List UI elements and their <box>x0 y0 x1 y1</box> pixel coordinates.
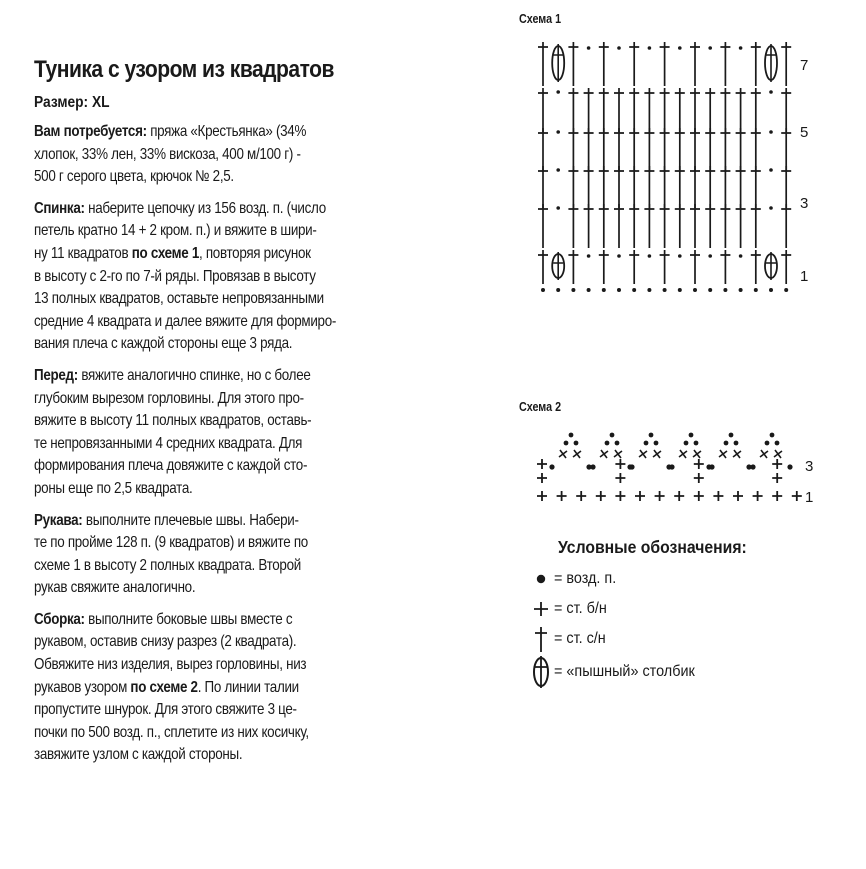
double-crochet-stitch <box>614 166 624 208</box>
chain-stitch-dot <box>734 441 739 446</box>
chain-stitch-dot <box>556 206 560 210</box>
double-crochet-stitch <box>720 250 730 284</box>
schema2-diagram <box>520 430 820 510</box>
double-crochet-stitch <box>675 88 685 132</box>
schema-reference: по схеме 1 <box>131 244 199 262</box>
chain-stitch-dot <box>684 441 689 446</box>
double-crochet-stitch <box>736 204 746 248</box>
chain-stitch-dot-icon <box>528 572 554 586</box>
schema-reference: по схеме 2 <box>130 678 198 696</box>
single-crochet-plus <box>557 491 567 501</box>
row-number: 5 <box>800 124 809 141</box>
double-crochet-stitch <box>720 166 730 208</box>
chain-stitch-dot <box>689 433 694 438</box>
text-line: почки по 500 возд. п., сплетите из них косичку, <box>34 723 309 741</box>
double-crochet-stitch <box>629 166 639 208</box>
single-crochet-x <box>573 450 581 458</box>
legend-item <box>528 654 818 690</box>
chain-stitch-dot <box>770 433 775 438</box>
double-crochet-stitch <box>568 204 578 248</box>
double-crochet-stitch <box>629 128 639 172</box>
text-line: вяжите аналогично спинке, но с более <box>77 366 311 384</box>
single-crochet-x <box>760 450 768 458</box>
chain-stitch-dot <box>669 464 674 469</box>
double-crochet-stitch <box>568 88 578 132</box>
chain-stitch-dot <box>678 46 682 50</box>
single-crochet-plus <box>713 491 723 501</box>
text-line: пропустите шнурок. Для этого свяжите 3 це- <box>34 701 297 719</box>
article-title: Туника с узором из квадратов <box>34 56 334 83</box>
chain-stitch-dot <box>678 254 682 258</box>
text-line: пряжа «Крестьянка» (34% <box>146 123 307 140</box>
double-crochet-stitch <box>614 88 624 132</box>
single-crochet-x <box>774 450 782 458</box>
chain-stitch-dot <box>769 168 773 172</box>
chain-stitch-dot <box>574 441 579 446</box>
section-label: Рукава: <box>34 511 83 529</box>
legend-text: = ст. б/н <box>554 600 607 617</box>
double-crochet-stitch <box>599 128 609 172</box>
chain-stitch-dot <box>769 288 773 292</box>
double-crochet-stitch <box>568 250 578 284</box>
chain-stitch-dot <box>724 441 729 446</box>
double-crochet-stitch <box>599 88 609 132</box>
chain-stitch-dot <box>632 288 636 292</box>
section-label: Спинка: <box>34 199 85 217</box>
single-crochet-x <box>719 450 727 458</box>
text-line: Обвяжите низ изделия, вырез горловины, низ <box>34 656 307 674</box>
double-crochet-stitch <box>584 204 594 248</box>
text-line: , повторяя рисунок <box>198 244 311 262</box>
legend-item <box>528 594 818 624</box>
text-line: 500 г серого цвета, крючок № 2,5. <box>34 168 234 186</box>
double-crochet-stitch <box>705 128 715 172</box>
single-crochet-plus <box>615 491 625 501</box>
double-crochet-stitch <box>599 250 609 284</box>
double-crochet-stitch <box>751 166 761 208</box>
double-crochet-stitch <box>599 166 609 208</box>
chain-stitch-dot <box>648 254 652 258</box>
chain-stitch-dot <box>765 441 770 446</box>
chain-stitch-dot <box>750 464 755 469</box>
row-number: 3 <box>805 458 814 475</box>
single-crochet-plus <box>694 473 704 483</box>
section-label: Сборка: <box>34 610 85 628</box>
section-label: Вам потребуется: <box>34 123 147 140</box>
double-crochet-stitch <box>675 204 685 248</box>
double-crochet-stitch <box>781 42 791 86</box>
single-crochet-plus <box>772 459 782 469</box>
text-line: глубоким вырезом горловины. Для этого про- <box>34 389 304 407</box>
text-line: выполните плечевые швы. Набери- <box>82 511 299 529</box>
chain-stitch-dot <box>693 288 697 292</box>
puff-stitch-icon <box>528 655 554 689</box>
chain-stitch-dot <box>617 288 621 292</box>
chain-stitch-dot <box>663 288 667 292</box>
double-crochet-stitch <box>538 204 548 248</box>
single-crochet-plus <box>772 473 782 483</box>
chain-stitch-dot <box>587 254 591 258</box>
double-crochet-stitch <box>690 128 700 172</box>
double-crochet-stitch <box>781 250 791 284</box>
double-crochet-stitch <box>584 128 594 172</box>
section-front <box>34 365 424 501</box>
double-crochet-stitch <box>538 128 548 172</box>
text-line: вания плеча с каждой стороны еще 3 ряда. <box>34 335 293 353</box>
text-line: рукав свяжите аналогично. <box>34 579 196 597</box>
chain-stitch-dot <box>739 288 743 292</box>
double-crochet-stitch <box>660 42 670 86</box>
row-number: 1 <box>805 489 814 506</box>
double-crochet-stitch <box>751 204 761 248</box>
chain-stitch-dot <box>784 288 788 292</box>
double-crochet-stitch <box>751 128 761 172</box>
legend-title: Условные обозначения: <box>558 537 747 557</box>
chain-stitch-dot <box>787 464 792 469</box>
chain-stitch-dot <box>549 464 554 469</box>
schema2-title: Схема 2 <box>519 400 562 414</box>
double-crochet-stitch <box>690 166 700 208</box>
section-assembly <box>34 609 424 767</box>
chain-stitch-dot <box>541 288 545 292</box>
text-line: те по пройме 128 п. (9 квадратов) и вяжите по <box>34 534 308 552</box>
legend-item <box>528 564 818 594</box>
single-crochet-plus <box>596 491 606 501</box>
single-crochet-x <box>679 450 687 458</box>
double-crochet-stitch <box>538 42 548 86</box>
chain-stitch-dot <box>654 441 659 446</box>
double-crochet-stitch <box>720 204 730 248</box>
double-crochet-stitch <box>629 88 639 132</box>
double-crochet-stitch <box>644 204 654 248</box>
chain-stitch-dot <box>587 46 591 50</box>
double-crochet-stitch <box>690 88 700 132</box>
legend-text: = ст. с/н <box>554 630 606 647</box>
chain-stitch-dot <box>556 168 560 172</box>
single-crochet-plus <box>733 491 743 501</box>
chain-stitch-dot <box>556 90 560 94</box>
chain-stitch-dot <box>694 441 699 446</box>
article <box>34 56 424 776</box>
chain-stitch-dot <box>571 288 575 292</box>
single-crochet-plus <box>537 473 547 483</box>
double-crochet-stitch <box>614 128 624 172</box>
text-line: рукавов узором <box>34 678 131 696</box>
single-crochet-x <box>559 450 567 458</box>
row-number: 3 <box>800 195 809 212</box>
single-crochet-plus <box>655 491 665 501</box>
chain-stitch-dot <box>739 46 743 50</box>
text-line: петель кратно 14 + 2 кром. п.) и вяжите в шири- <box>34 222 317 240</box>
single-crochet-plus <box>753 491 763 501</box>
text-line: те непровязанными 4 средних квадрата. Для <box>34 434 303 452</box>
chain-stitch-dot <box>708 46 712 50</box>
double-crochet-stitch <box>705 166 715 208</box>
chain-stitch-dot <box>739 254 743 258</box>
text-line: наберите цепочку из 156 возд. п. (число <box>84 199 326 217</box>
chain-stitch-dot <box>602 288 606 292</box>
schema1-diagram <box>520 36 820 296</box>
row-number: 1 <box>800 268 809 285</box>
double-crochet-stitch <box>629 204 639 248</box>
single-crochet-plus <box>576 491 586 501</box>
double-crochet-stitch <box>781 88 791 132</box>
double-crochet-stitch <box>644 88 654 132</box>
text-line: роны еще по 2,5 квадрата. <box>34 479 193 497</box>
double-crochet-stitch <box>720 128 730 172</box>
double-crochet-stitch <box>599 42 609 86</box>
double-crochet-stitch <box>736 88 746 132</box>
double-crochet-stitch <box>781 166 791 208</box>
text-line: средние 4 квадрата и далее вяжите для формиро- <box>34 312 337 330</box>
double-crochet-stitch <box>644 166 654 208</box>
schema1-title: Схема 1 <box>519 12 562 26</box>
double-crochet-stitch <box>690 250 700 284</box>
legend-text: = «пышный» столбик <box>554 663 695 680</box>
text-line: выполните боковые швы вместе с <box>84 610 293 628</box>
single-crochet-plus <box>674 491 684 501</box>
chain-stitch-dot <box>610 433 615 438</box>
chain-stitch-dot <box>648 46 652 50</box>
double-crochet-stitch <box>584 166 594 208</box>
chain-stitch-dot <box>617 46 621 50</box>
section-back <box>34 198 424 356</box>
double-crochet-stitch <box>538 250 548 284</box>
legend-text: = возд. п. <box>554 570 617 587</box>
chain-stitch-dot <box>605 441 610 446</box>
double-crochet-stitch <box>751 88 761 132</box>
chain-stitch-dot <box>769 90 773 94</box>
legend-item <box>528 624 818 654</box>
chain-stitch-dot <box>754 288 758 292</box>
text-line: в высоту с 2-го по 7-й ряды. Провязав в высоту <box>34 267 316 285</box>
double-crochet-stitch <box>675 166 685 208</box>
text-line: хлопок, 33% лен, 33% вискоза, 400 м/100 г) - <box>34 145 301 163</box>
double-crochet-stitch <box>705 204 715 248</box>
chain-stitch-dot <box>615 441 620 446</box>
chain-stitch-dot <box>775 441 780 446</box>
double-crochet-stitch <box>660 250 670 284</box>
double-crochet-stitch <box>705 88 715 132</box>
double-crochet-stitch <box>538 166 548 208</box>
section-sleeves <box>34 510 424 600</box>
single-crochet-plus <box>615 459 625 469</box>
chain-stitch-dot <box>769 130 773 134</box>
double-crochet-stitch <box>568 166 578 208</box>
chain-stitch-dot <box>556 288 560 292</box>
single-crochet-x <box>693 450 701 458</box>
double-crochet-stitch <box>568 42 578 86</box>
double-crochet-stitch <box>629 250 639 284</box>
chain-stitch-dot <box>649 433 654 438</box>
chain-stitch-dot <box>569 433 574 438</box>
row-number: 7 <box>800 57 809 74</box>
single-crochet-plus <box>537 459 547 469</box>
double-crochet-stitch <box>599 204 609 248</box>
double-crochet-stitch <box>660 166 670 208</box>
chain-stitch-dot <box>629 464 634 469</box>
chain-stitch-dot <box>678 288 682 292</box>
single-crochet-plus <box>537 491 547 501</box>
single-crochet-plus-icon <box>528 600 554 618</box>
double-crochet-stitch <box>690 42 700 86</box>
single-crochet-plus <box>792 491 802 501</box>
single-crochet-plus <box>615 473 625 483</box>
double-crochet-stitch <box>781 128 791 172</box>
text-line: завяжите узлом с каждой стороны. <box>34 746 243 764</box>
section-label: Перед: <box>34 366 78 384</box>
double-crochet-stitch <box>690 204 700 248</box>
chain-stitch-dot <box>590 464 595 469</box>
chain-stitch-dot <box>708 288 712 292</box>
double-crochet-stitch <box>736 128 746 172</box>
single-crochet-x <box>733 450 741 458</box>
chain-stitch-dot <box>729 433 734 438</box>
text-line: схеме 1 в высоту 2 полных квадрата. Второй <box>34 556 301 574</box>
double-crochet-stitch <box>538 88 548 132</box>
double-crochet-stitch <box>720 42 730 86</box>
text-line: рукавом, оставив снизу разрез (2 квадрата). <box>34 633 297 651</box>
double-crochet-dagger-icon <box>528 625 554 653</box>
double-crochet-stitch <box>675 128 685 172</box>
double-crochet-stitch <box>584 88 594 132</box>
double-crochet-stitch <box>660 88 670 132</box>
single-crochet-plus <box>635 491 645 501</box>
chain-stitch-dot <box>556 130 560 134</box>
chain-stitch-dot <box>769 206 773 210</box>
double-crochet-stitch <box>781 204 791 248</box>
chain-stitch-dot <box>647 288 651 292</box>
single-crochet-x <box>600 450 608 458</box>
text-line: ну 11 квадратов <box>34 244 132 262</box>
single-crochet-x <box>639 450 647 458</box>
double-crochet-stitch <box>660 204 670 248</box>
single-crochet-plus <box>694 459 704 469</box>
chain-stitch-dot <box>709 464 714 469</box>
text-line: 13 полных квадратов, оставьте непровязанными <box>34 290 324 308</box>
single-crochet-x <box>653 450 661 458</box>
single-crochet-x <box>614 450 622 458</box>
double-crochet-stitch <box>751 42 761 86</box>
double-crochet-stitch <box>660 128 670 172</box>
double-crochet-stitch <box>568 128 578 172</box>
legend <box>528 537 818 690</box>
text-line: вяжите в высоту 11 полных квадратов, оставь- <box>34 412 312 430</box>
chain-stitch-dot <box>587 288 591 292</box>
double-crochet-stitch <box>644 128 654 172</box>
double-crochet-stitch <box>614 204 624 248</box>
text-line: . По линии талии <box>197 678 299 696</box>
chain-stitch-dot <box>564 441 569 446</box>
chain-stitch-dot <box>644 441 649 446</box>
section-materials <box>34 121 424 189</box>
single-crochet-plus <box>772 491 782 501</box>
chain-stitch-dot <box>723 288 727 292</box>
size-line: Размер: XL <box>34 94 110 111</box>
single-crochet-plus <box>694 491 704 501</box>
double-crochet-stitch <box>736 166 746 208</box>
text-line: формирования плеча довяжите с каждой сто- <box>34 457 308 475</box>
chain-stitch-dot <box>617 254 621 258</box>
double-crochet-stitch <box>720 88 730 132</box>
double-crochet-stitch <box>751 250 761 284</box>
chain-stitch-dot <box>708 254 712 258</box>
double-crochet-stitch <box>629 42 639 86</box>
